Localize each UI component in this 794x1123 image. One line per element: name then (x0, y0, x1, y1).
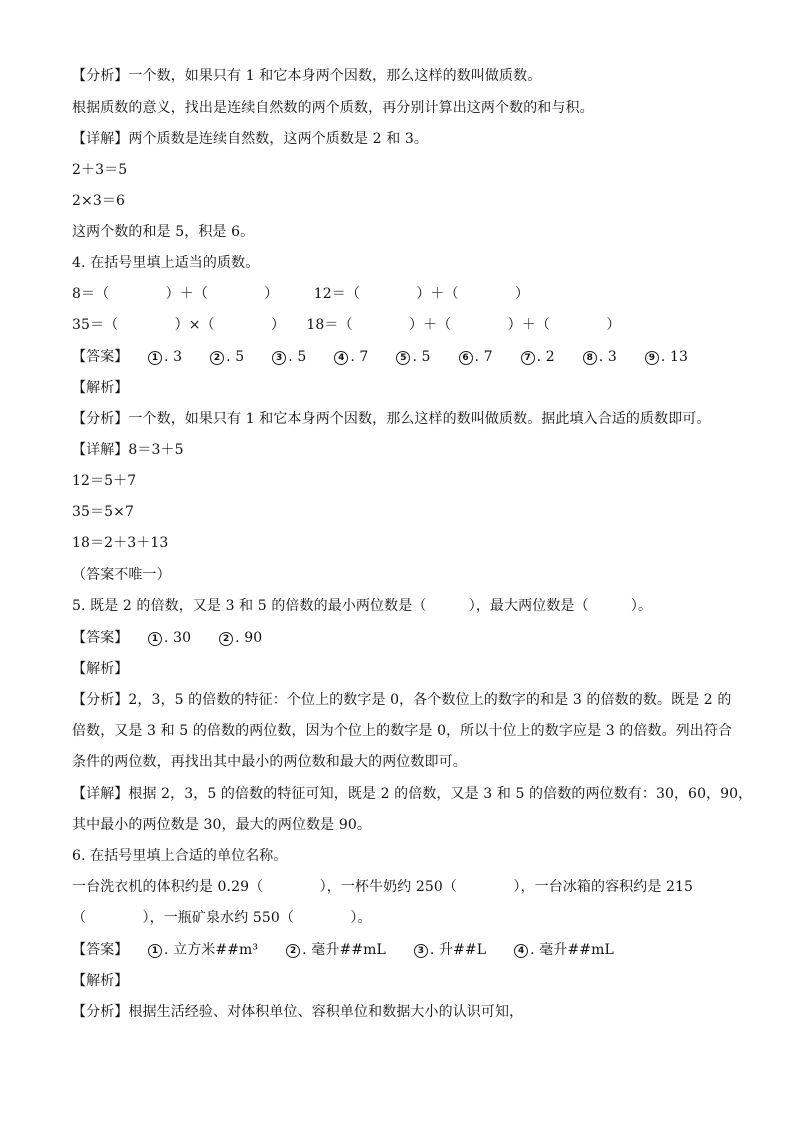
detail-line: 【详解】根据 2，3，5 的倍数的特征可知，既是 2 的倍数，又是 3 和 5 的倍数的两位数有：30，60，90， (72, 786, 753, 802)
answer-item (459, 347, 493, 367)
answer-item (521, 347, 555, 367)
answer-row (72, 940, 642, 960)
answer-value: . 13 (660, 349, 688, 365)
circled-number: 3 (414, 944, 428, 958)
answer-value: . 毫升##mL (302, 942, 386, 958)
answer-item (645, 347, 688, 367)
analysis-line: 【分析】一个数，如果只有 1 和它本身两个因数，那么这样的数叫做质数。 (72, 68, 542, 84)
detail-line: 【详解】8＝3＋5 (72, 442, 184, 458)
text-line: 其中最小的两位数是 30，最大的两位数是 90。 (72, 817, 371, 833)
circled-number: 1 (148, 632, 162, 646)
circled-number: 2 (210, 351, 224, 365)
answer-item (148, 628, 191, 648)
question-text: 一台洗衣机的体积约是 0.29（ ），一杯牛奶约 250（ ），一台冰箱的容积约是 215 (72, 879, 694, 895)
equation-line: 2＋3＝5 (72, 162, 128, 178)
explanation-label: 【解析】 (72, 661, 129, 677)
circled-number: 7 (521, 351, 535, 365)
detail-line: 【详解】两个质数是连续自然数，这两个质数是 2 和 3。 (72, 131, 428, 147)
question-title: 6. 在括号里填上合适的单位名称。 (72, 848, 288, 864)
answer-item (414, 940, 486, 960)
question-text: （ ），一瓶矿泉水约 550（ ）。 (72, 910, 372, 926)
equation-line: 35＝5×7 (72, 504, 134, 520)
answer-value: . 毫升##mL (530, 942, 614, 958)
equation-line: 2×3＝6 (72, 193, 125, 209)
circled-number: 8 (583, 351, 597, 365)
circled-number: 2 (286, 944, 300, 958)
circled-number: 4 (334, 351, 348, 365)
question-blanks: 35＝（ ）×（ ） 18＝（ ）＋（ ）＋（ ） (72, 317, 621, 333)
answer-label: 【答案】 (72, 349, 129, 365)
answer-value: . 5 (412, 349, 431, 365)
circled-number: 3 (272, 351, 286, 365)
analysis-line: 【分析】2，3，5 的倍数的特征：个位上的数字是 0，各个数位上的数字的和是 3 的倍数的数。既是 2 的 (72, 692, 732, 708)
equation-line: 18＝2＋3＋13 (72, 535, 169, 551)
answer-value: . 3 (164, 349, 183, 365)
question-blanks: 8＝（ ）＋（ ） 12＝（ ）＋（ ） (72, 286, 530, 302)
answer-item (272, 347, 306, 367)
answer-item (219, 628, 262, 648)
answer-value: . 3 (598, 349, 617, 365)
text-line: 条件的两位数，再找出其中最小的两位数和最大的两位数即可。 (72, 754, 467, 770)
answer-item (514, 940, 614, 960)
answer-value: . 7 (474, 349, 493, 365)
answer-list (148, 347, 716, 367)
answer-label: 【答案】 (72, 630, 129, 646)
explanation-label: 【解析】 (72, 380, 129, 396)
explanation-label: 【解析】 (72, 973, 129, 989)
note-line: （答案不唯一） (72, 567, 171, 583)
circled-number: 1 (148, 944, 162, 958)
text-line: 倍数，又是 3 和 5 的倍数的两位数，因为个位上的数字是 0，所以十位上的数字应是 3 的倍数。列出符合 (72, 723, 733, 739)
answer-value: . 90 (235, 630, 263, 646)
answer-row (72, 628, 290, 648)
answer-value: . 升##L (429, 942, 487, 958)
answer-item (583, 347, 617, 367)
answer-value: . 30 (164, 630, 192, 646)
answer-value: . 2 (536, 349, 555, 365)
answer-value: . 7 (350, 349, 369, 365)
equation-line: 12＝5＋7 (72, 473, 137, 489)
answer-value: . 5 (288, 349, 307, 365)
answer-list (148, 940, 642, 960)
answer-row (72, 347, 716, 367)
answer-item (148, 347, 182, 367)
answer-item (210, 347, 244, 367)
answer-value: . 立方米##m³ (164, 942, 259, 958)
circled-number: 6 (459, 351, 473, 365)
question-title: 5. 既是 2 的倍数，又是 3 和 5 的倍数的最小两位数是（ ），最大两位数是（ ）。 (72, 598, 653, 614)
answer-item (334, 347, 368, 367)
circled-number: 4 (514, 944, 528, 958)
text-line: 这两个数的和是 5，积是 6。 (72, 224, 255, 240)
analysis-line: 【分析】根据生活经验、对体积单位、容积单位和数据大小的认识可知， (72, 1004, 524, 1020)
circled-number: 1 (148, 351, 162, 365)
answer-item (396, 347, 430, 367)
analysis-line: 【分析】一个数，如果只有 1 和它本身两个因数，那么这样的数叫做质数。据此填入合适的质数即可。 (72, 411, 711, 427)
circled-number: 5 (396, 351, 410, 365)
answer-label: 【答案】 (72, 942, 129, 958)
circled-number: 9 (645, 351, 659, 365)
answer-value: . 5 (226, 349, 245, 365)
answer-item (148, 940, 258, 960)
answer-item (286, 940, 386, 960)
text-line: 根据质数的意义，找出是连续自然数的两个质数，再分别计算出这两个数的和与积。 (72, 100, 594, 116)
circled-number: 2 (219, 632, 233, 646)
question-title: 4. 在括号里填上适当的质数。 (72, 255, 260, 271)
answer-list (148, 628, 290, 648)
